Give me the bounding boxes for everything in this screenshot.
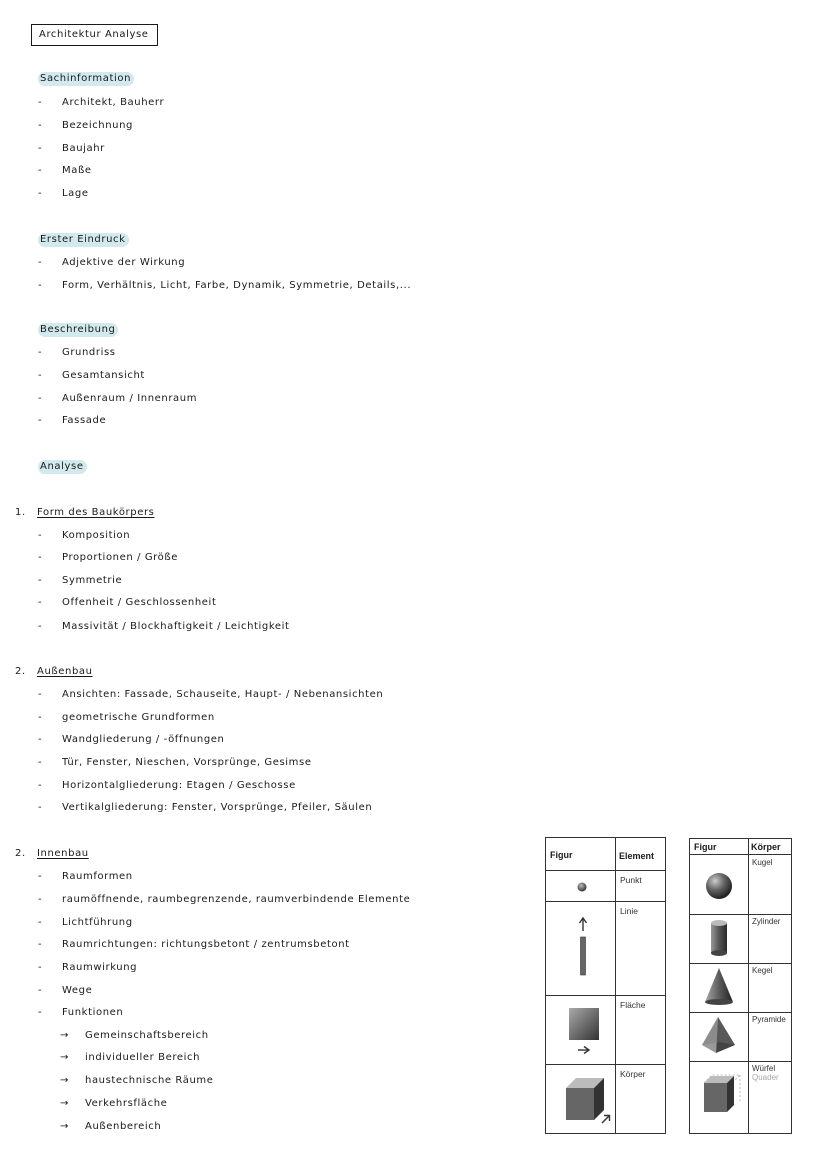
list-item-text: Raumwirkung — [62, 962, 138, 973]
dash-glyph: - — [38, 985, 43, 996]
dash-glyph: - — [38, 575, 43, 586]
section-title: Form des Baukörpers — [37, 507, 155, 518]
dash-glyph: - — [38, 552, 43, 563]
sub-list-item — [60, 1098, 167, 1109]
list-item — [38, 120, 133, 131]
section-heading-aussenbau — [15, 666, 93, 677]
heading-analyse — [38, 461, 87, 472]
heading-sachinformation-text: Sachinformation — [38, 72, 134, 86]
table-header: Figur — [550, 850, 573, 860]
arrow-right-icon: → — [60, 1121, 69, 1132]
dash-glyph: - — [38, 97, 43, 108]
sphere-icon — [690, 854, 748, 914]
list-item — [38, 689, 383, 700]
list-item-text: Form, Verhältnis, Licht, Farbe, Dynamik, Symmetrie, Details,... — [62, 280, 412, 291]
sub-list-item — [60, 1030, 209, 1041]
list-item-text: Offenheit / Geschlossenheit — [62, 597, 217, 608]
list-item-text: Ansichten: Fassade, Schauseite, Haupt- / Nebenansichten — [62, 689, 384, 700]
sub-list-item-text: haustechnische Räume — [85, 1075, 214, 1086]
list-item — [38, 1007, 123, 1018]
list-item-text: Bezeichnung — [62, 120, 133, 131]
dash-glyph: - — [38, 621, 43, 632]
table-figur-element — [545, 837, 666, 1134]
list-item-text: Wandgliederung / -öffnungen — [62, 734, 225, 745]
table-cell: Körper — [620, 1069, 646, 1079]
table-cell: Zylinder — [752, 917, 781, 926]
dash-glyph: - — [38, 257, 43, 268]
heading-erster-eindruck — [38, 234, 129, 245]
list-item — [38, 415, 106, 426]
list-item — [38, 894, 410, 905]
table-cell: Fläche — [620, 1000, 646, 1010]
document-title: Architektur Analyse — [31, 24, 158, 46]
dash-glyph: - — [38, 1007, 43, 1018]
dash-glyph: - — [38, 597, 43, 608]
list-item — [38, 597, 216, 608]
dash-glyph: - — [38, 280, 43, 291]
list-item — [38, 97, 164, 108]
list-item — [38, 802, 372, 813]
list-item-text: Adjektive der Wirkung — [62, 257, 186, 268]
section-heading-innenbau — [15, 848, 89, 859]
list-item — [38, 712, 215, 723]
list-item — [38, 280, 411, 291]
list-item — [38, 347, 116, 358]
arrow-right-icon: → — [60, 1098, 69, 1109]
dash-glyph: - — [38, 894, 43, 905]
list-item — [38, 552, 178, 563]
sub-list-item-text: Verkehrsfläche — [85, 1098, 168, 1109]
dash-glyph: - — [38, 393, 43, 404]
list-item-text: Tür, Fenster, Nieschen, Vorsprünge, Gesimse — [62, 757, 312, 768]
list-item-text: Raumrichtungen: richtungsbetont / zentrumsbetont — [62, 939, 350, 950]
dash-glyph: - — [38, 120, 43, 131]
heading-analyse-text: Analyse — [38, 460, 87, 474]
pyramid-icon — [690, 1012, 748, 1061]
list-item-text: Massivität / Blockhaftigkeit / Leichtigkeit — [62, 621, 290, 632]
list-item-text: Grundriss — [62, 347, 116, 358]
cube-icon — [546, 1064, 615, 1134]
dash-glyph: - — [38, 780, 43, 791]
list-item — [38, 621, 290, 632]
list-item-text: raumöffnende, raumbegrenzende, raumverbindende Elemente — [62, 894, 411, 905]
table-cell: Linie — [620, 906, 638, 916]
section-title: Innenbau — [37, 848, 89, 859]
list-item-text: Lichtführung — [62, 917, 133, 928]
list-item — [38, 917, 133, 928]
table-header: Element — [619, 851, 655, 861]
dash-glyph: - — [38, 712, 43, 723]
table-header: Körper — [751, 842, 781, 852]
dash-glyph: - — [38, 802, 43, 813]
dash-glyph: - — [38, 734, 43, 745]
list-item-text: Wege — [62, 985, 93, 996]
dash-glyph: - — [38, 871, 43, 882]
table-cell-faint: Quader — [752, 1073, 779, 1082]
table-cell: Würfel — [752, 1064, 776, 1073]
arrow-right-icon: → — [60, 1030, 69, 1041]
cube-quader-icon — [690, 1061, 748, 1134]
section-title: Außenbau — [37, 666, 93, 677]
dash-glyph: - — [38, 370, 43, 381]
heading-erster-eindruck-text: Erster Eindruck — [38, 233, 129, 247]
dash-glyph: - — [38, 347, 43, 358]
list-item-text: Baujahr — [62, 143, 105, 154]
list-item-text: Gesamtansicht — [62, 370, 145, 381]
section-number: 1. — [15, 507, 26, 518]
dash-glyph: - — [38, 917, 43, 928]
list-item-text: Komposition — [62, 530, 131, 541]
list-item — [38, 257, 185, 268]
dash-glyph: - — [38, 530, 43, 541]
list-item-text: Proportionen / Größe — [62, 552, 179, 563]
list-item — [38, 530, 130, 541]
list-item — [38, 143, 105, 154]
dash-glyph: - — [38, 962, 43, 973]
list-item-text: Maße — [62, 165, 92, 176]
table-cell: Punkt — [620, 875, 642, 885]
list-item — [38, 393, 197, 404]
section-number: 2. — [15, 666, 26, 677]
dash-glyph: - — [38, 757, 43, 768]
list-item — [38, 165, 92, 176]
list-item-text: Funktionen — [62, 1007, 124, 1018]
dash-glyph: - — [38, 939, 43, 950]
section-number: 2. — [15, 848, 26, 859]
dash-glyph: - — [38, 143, 43, 154]
list-item-text: Vertikalgliederung: Fenster, Vorsprünge, Pfeiler, Säulen — [62, 802, 373, 813]
list-item-text: Architekt, Bauherr — [62, 97, 165, 108]
dash-glyph: - — [38, 188, 43, 199]
plane-icon — [546, 995, 615, 1064]
table-header: Figur — [694, 842, 717, 852]
list-item — [38, 871, 133, 882]
table-cell: Pyramide — [752, 1015, 786, 1024]
list-item-text: Symmetrie — [62, 575, 123, 586]
sub-list-item-text: Außenbereich — [85, 1121, 162, 1132]
section-heading-form — [15, 507, 154, 518]
list-item — [38, 939, 350, 950]
list-item-text: geometrische Grundformen — [62, 712, 215, 723]
line-icon — [546, 901, 615, 995]
table-cell: Kegel — [752, 966, 773, 975]
table-figur-koerper — [689, 838, 792, 1134]
list-item-text: Außenraum / Innenraum — [62, 393, 198, 404]
list-item — [38, 780, 296, 791]
sub-list-item-text: individueller Bereich — [85, 1052, 201, 1063]
sub-list-item — [60, 1052, 200, 1063]
table-cell: Kugel — [752, 858, 773, 867]
list-item — [38, 962, 137, 973]
list-item — [38, 757, 312, 768]
heading-beschreibung-text: Beschreibung — [38, 323, 118, 337]
heading-sachinformation — [38, 73, 134, 84]
dash-glyph: - — [38, 689, 43, 700]
list-item — [38, 188, 89, 199]
cylinder-icon — [690, 914, 748, 963]
sub-list-item-text: Gemeinschaftsbereich — [85, 1030, 209, 1041]
sub-list-item — [60, 1075, 214, 1086]
heading-beschreibung — [38, 324, 118, 335]
dash-glyph: - — [38, 165, 43, 176]
list-item — [38, 985, 92, 996]
point-icon — [546, 870, 615, 901]
sub-list-item — [60, 1121, 161, 1132]
list-item-text: Raumformen — [62, 871, 133, 882]
arrow-right-icon: → — [60, 1052, 69, 1063]
arrow-right-icon: → — [60, 1075, 69, 1086]
list-item — [38, 734, 224, 745]
list-item-text: Horizontalgliederung: Etagen / Geschosse — [62, 780, 296, 791]
list-item-text: Lage — [62, 188, 89, 199]
list-item — [38, 370, 145, 381]
list-item — [38, 575, 122, 586]
cone-icon — [690, 963, 748, 1012]
dash-glyph: - — [38, 415, 43, 426]
list-item-text: Fassade — [62, 415, 107, 426]
